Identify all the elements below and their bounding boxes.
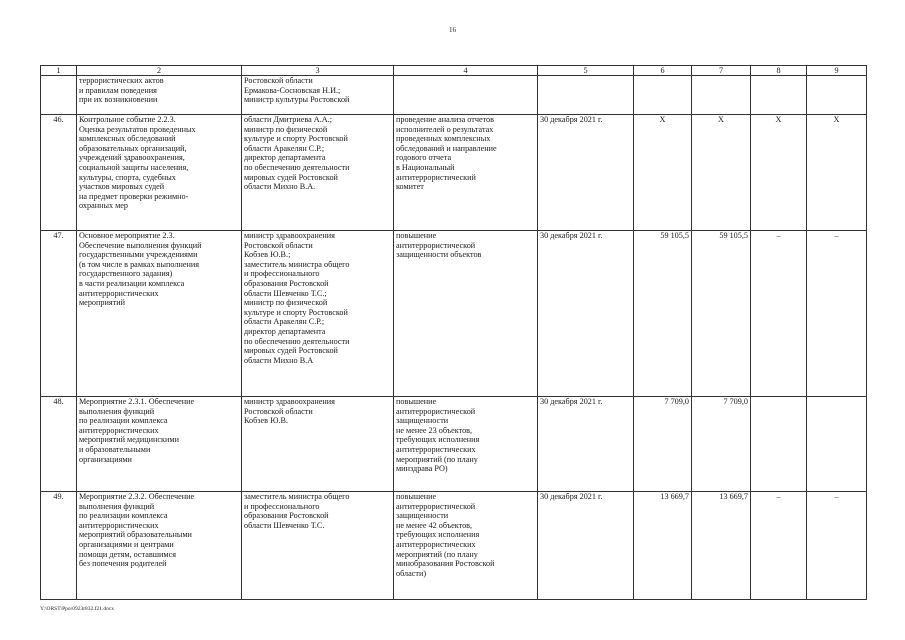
row-number	[41, 76, 77, 115]
amount-col9: –	[807, 492, 867, 600]
amount-col9: –	[807, 231, 867, 397]
column-number: 5	[538, 66, 634, 76]
amount-col8: –	[751, 231, 807, 397]
deadline-date: 30 декабря 2021 г.	[538, 492, 634, 600]
table-row	[41, 76, 867, 115]
expected-result: повышение антитеррористической защищенности объектов	[394, 231, 538, 397]
column-number: 2	[77, 66, 242, 76]
amount-col7: 59 105,5	[692, 231, 751, 397]
responsible-executor: Ростовской области Ермакова-Сосновская Н.И.; министр культуры Ростовской	[242, 76, 394, 115]
amount-col8: –	[751, 492, 807, 600]
expected-result: повышение антитеррористической защищенности не менее 23 объектов, требующих исполнения антитеррористических мероприятий (по плану минздрава РО)	[394, 397, 538, 492]
amount-col7: Х	[692, 115, 751, 231]
event-name: Контрольное событие 2.2.3. Оценка результатов проведенных комплексных обследований образовательных организаций, учреждений здравоохранения, социальной защиты населения, культуры, спорта, судебных участков мировых судей на предмет проверки режимно- охранных мер	[77, 115, 242, 231]
column-number: 1	[41, 66, 77, 76]
program-table	[40, 65, 867, 600]
deadline-date: 30 декабря 2021 г.	[538, 115, 634, 231]
responsible-executor: министр здравоохранения Ростовской области Кобзев Ю.В.; заместитель министра общего и профессионального образования Ростовской области Шевченко Т.С.; министр по физической культуре и спорту Ростовской области Аракелян С.Р.; директор департамента по обеспечению деятельности мировых судей Ростовской области Михно В.А	[242, 231, 394, 397]
table-row	[41, 397, 867, 492]
amount-col6: 13 669,7	[634, 492, 692, 600]
row-number: 49.	[41, 492, 77, 600]
amount-col8	[751, 76, 807, 115]
amount-col6: 7 709,0	[634, 397, 692, 492]
column-number: 6	[634, 66, 692, 76]
row-number: 48.	[41, 397, 77, 492]
amount-col9: Х	[807, 115, 867, 231]
column-number-row	[41, 66, 867, 76]
amount-col8	[751, 397, 807, 492]
row-number: 46.	[41, 115, 77, 231]
expected-result	[394, 76, 538, 115]
deadline-date	[538, 76, 634, 115]
expected-result: проведение анализа отчетов исполнителей о результатах проведенных комплексных обследований и направление годового отчета в Национальный антитеррористический комитет	[394, 115, 538, 231]
amount-col6	[634, 76, 692, 115]
responsible-executor: министр здравоохранения Ростовской области Кобзев Ю.В.	[242, 397, 394, 492]
column-number: 9	[807, 66, 867, 76]
table-row	[41, 492, 867, 600]
event-name: Мероприятие 2.3.1. Обеспечение выполнения функций по реализации комплекса антитеррористических мероприятий медицинскими и образовательными организациями	[77, 397, 242, 492]
column-number: 7	[692, 66, 751, 76]
amount-col7: 7 709,0	[692, 397, 751, 492]
column-number: 3	[242, 66, 394, 76]
deadline-date: 30 декабря 2021 г.	[538, 397, 634, 492]
responsible-executor: области Дмитриева А.А.; министр по физической культуре и спорту Ростовской области Аракелян С.Р.; директор департамента по обеспечению деятельности мировых судей Ростовской области Михно В.А.	[242, 115, 394, 231]
amount-col7	[692, 76, 751, 115]
deadline-date: 30 декабря 2021 г.	[538, 231, 634, 397]
amount-col6: 59 105,5	[634, 231, 692, 397]
table-row	[41, 231, 867, 397]
column-number: 8	[751, 66, 807, 76]
event-name: террористических актов и правилам поведения при их возникновении	[77, 76, 242, 115]
footer-file-path: Y:\ORST\Ppo\0923r832.f21.docx	[40, 606, 115, 612]
amount-col7: 13 669,7	[692, 492, 751, 600]
amount-col9	[807, 76, 867, 115]
responsible-executor: заместитель министра общего и профессионального образования Ростовской области Шевченко Т.С.	[242, 492, 394, 600]
amount-col9	[807, 397, 867, 492]
page-number: 16	[449, 26, 456, 34]
amount-col8: Х	[751, 115, 807, 231]
expected-result: повышение антитеррористической защищенности не менее 42 объектов, требующих исполнения антитеррористических мероприятий (по плану минобразования Ростовской области)	[394, 492, 538, 600]
row-number: 47.	[41, 231, 77, 397]
table-row	[41, 115, 867, 231]
column-number: 4	[394, 66, 538, 76]
amount-col6: Х	[634, 115, 692, 231]
event-name: Мероприятие 2.3.2. Обеспечение выполнения функций по реализации комплекса антитеррористических мероприятий образовательными организациями и центрами помощи детям, оставшимся без попечения родителей	[77, 492, 242, 600]
event-name: Основное мероприятие 2.3. Обеспечение выполнения функций государственными учреждениями (в том числе в рамках выполнения государственного задания) в части реализации комплекса антитеррористических мероприятий	[77, 231, 242, 397]
